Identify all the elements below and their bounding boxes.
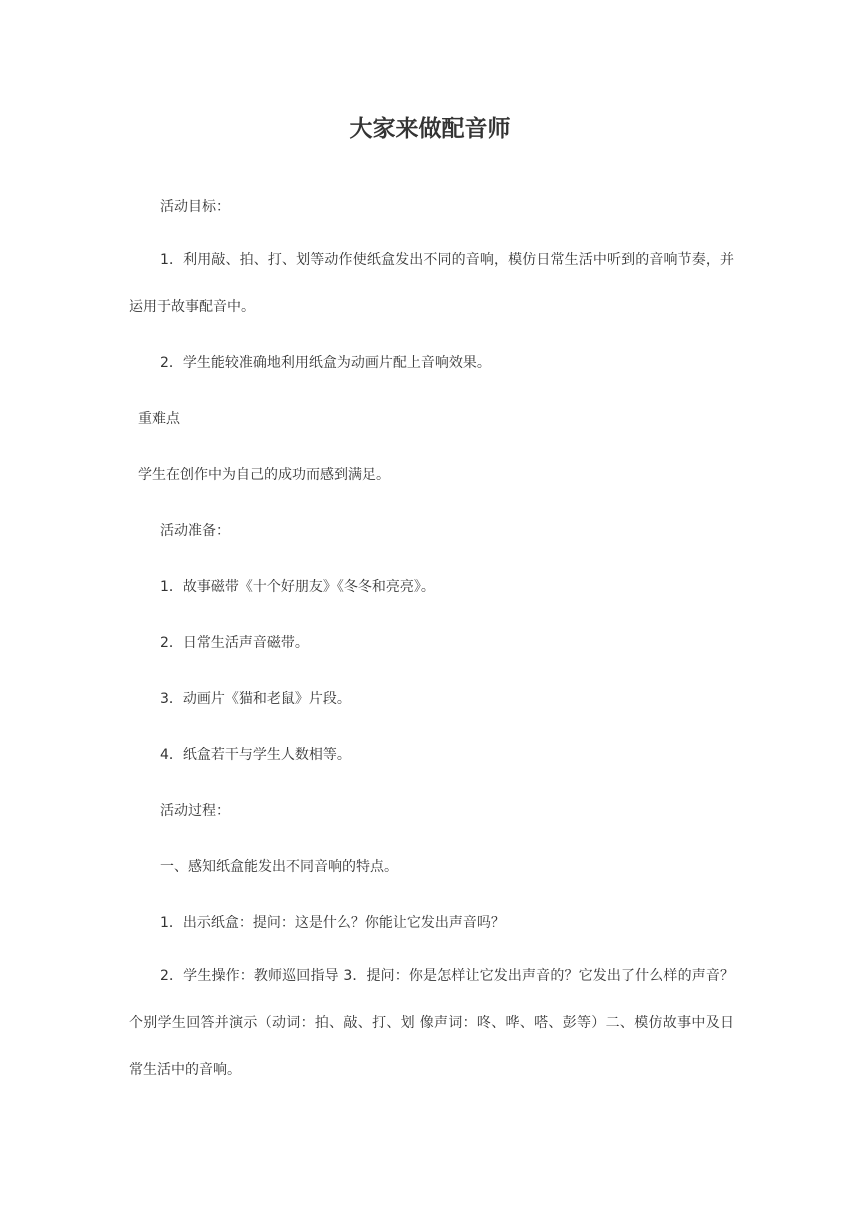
paragraph-preparation-4: 4．纸盒若干与学生人数相等。 (160, 747, 351, 763)
paragraph-preparation-heading: 活动准备： (160, 523, 230, 539)
paragraph-goal-2: 2．学生能较准确地利用纸盒为动画片配上音响效果。 (160, 355, 491, 371)
paragraph-goal-1: 1．利用敲、拍、打、划等动作使纸盒发出不同的音响，模仿日常生活中听到的音响节奏，并运用于故事配音中。 (129, 252, 734, 315)
paragraph-activity-goals-heading: 活动目标： (160, 199, 230, 215)
paragraph-process-step-1: 1．出示纸盒：提问：这是什么？你能让它发出声音吗？ (160, 915, 505, 931)
paragraph-preparation-1: 1．故事磁带《十个好朋友》《冬冬和亮亮》。 (160, 579, 435, 595)
paragraph-preparation-2: 2．日常生活声音磁带。 (160, 635, 309, 651)
document-title: 大家来做配音师 (349, 116, 511, 142)
paragraph-preparation-3: 3．动画片《猫和老鼠》片段。 (160, 691, 351, 707)
paragraph-process-heading: 活动过程： (160, 803, 230, 819)
paragraph-process-step-2: 2．学生操作：教师巡回指导 3．提问：你是怎样让它发出声音的？它发出了什么样的声音？个别学生回答并演示（动词：拍、敲、打、划 像声词：咚、哗、嗒、彭等）二、模仿故事中及日常生活中的音响。 (129, 968, 734, 1078)
paragraph-process-section-1: 一、感知纸盒能发出不同音响的特点。 (160, 859, 398, 875)
paragraph-key-points: 学生在创作中为自己的成功而感到满足。 (138, 467, 390, 483)
paragraph-key-points-heading: 重难点 (138, 411, 180, 427)
